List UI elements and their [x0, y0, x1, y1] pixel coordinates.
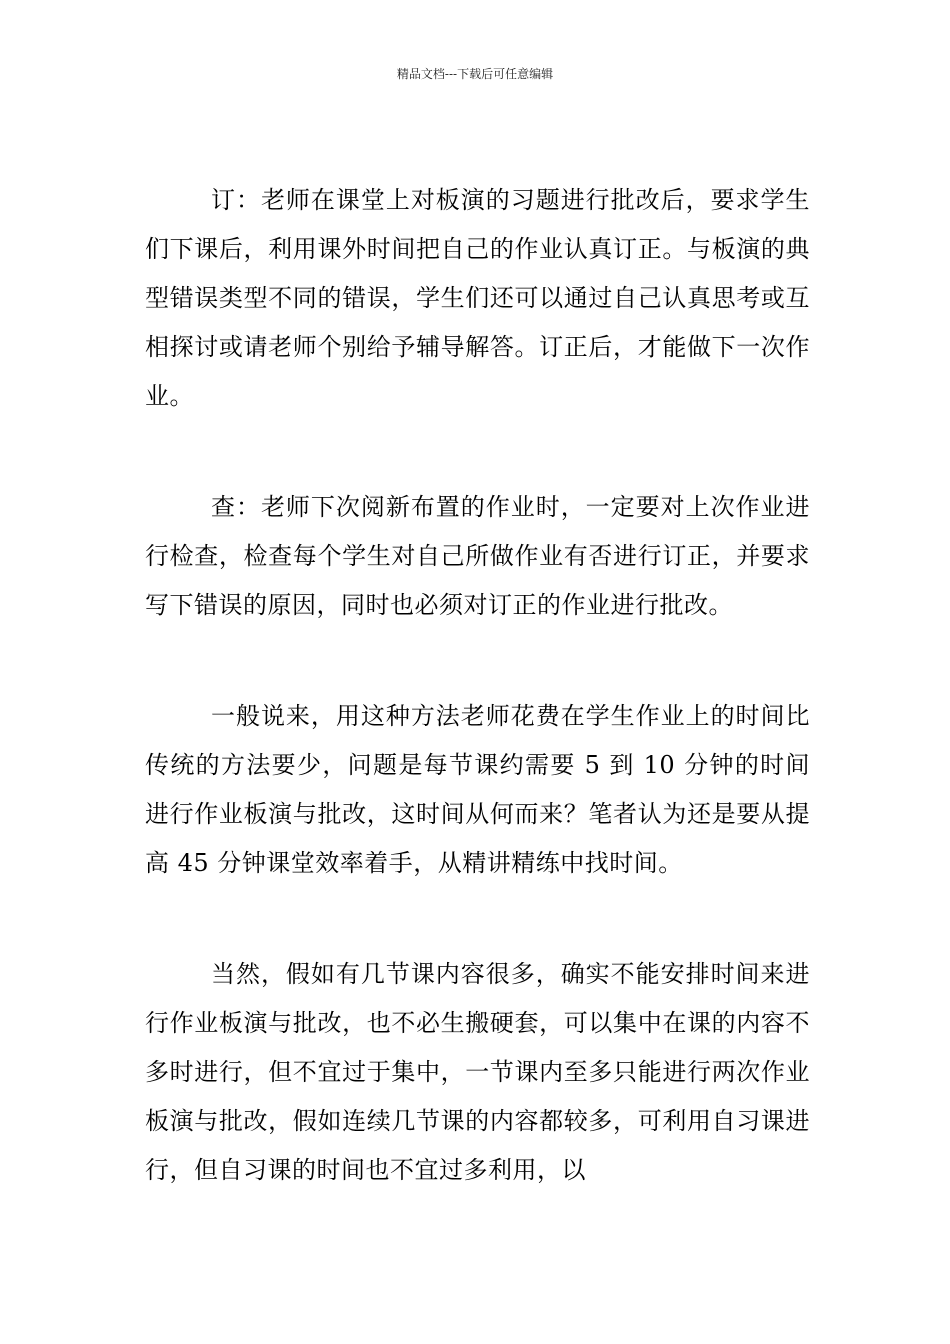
paragraph-correction: 订：老师在课堂上对板演的习题进行批改后，要求学生们下课后，利用课外时间把自己的作业认真订正。与板演的典型错误类型不同的错误，学生们还可以通过自己认真思考或互相探讨或请老师个别给予辅导解答。订正后，才能做下一次作业。: [145, 186, 810, 410]
page-header: 精品文档---下载后可任意编辑: [396, 67, 554, 81]
paragraph-flexible-arrangement: 当然，假如有几节课内容很多，确实不能安排时间来进行作业板演与批改，也不必生搬硬套，可以集中在课的内容不多时进行，但不宜过于集中，一节课内至多只能进行两次作业板演与批改，假如连续几节课的内容都较多，可利用自习课进行，但自习课的时间也不宜过多利用，以: [145, 960, 810, 1184]
paragraph-check: 查：老师下次阅新布置的作业时，一定要对上次作业进行检查，检查每个学生对自己所做作业有否进行订正，并要求写下错误的原因，同时也必须对订正的作业进行批改。: [145, 493, 810, 619]
paragraph-time-analysis: 一般说来，用这种方法老师花费在学生作业上的时间比传统的方法要少，问题是每节课约需要 5 到 10 分钟的时间进行作业板演与批改，这时间从何而来？笔者认为还是要从提高 45 分钟课堂效率着手，从精讲精练中找时间。: [145, 702, 810, 877]
document-body: [145, 176, 810, 1195]
